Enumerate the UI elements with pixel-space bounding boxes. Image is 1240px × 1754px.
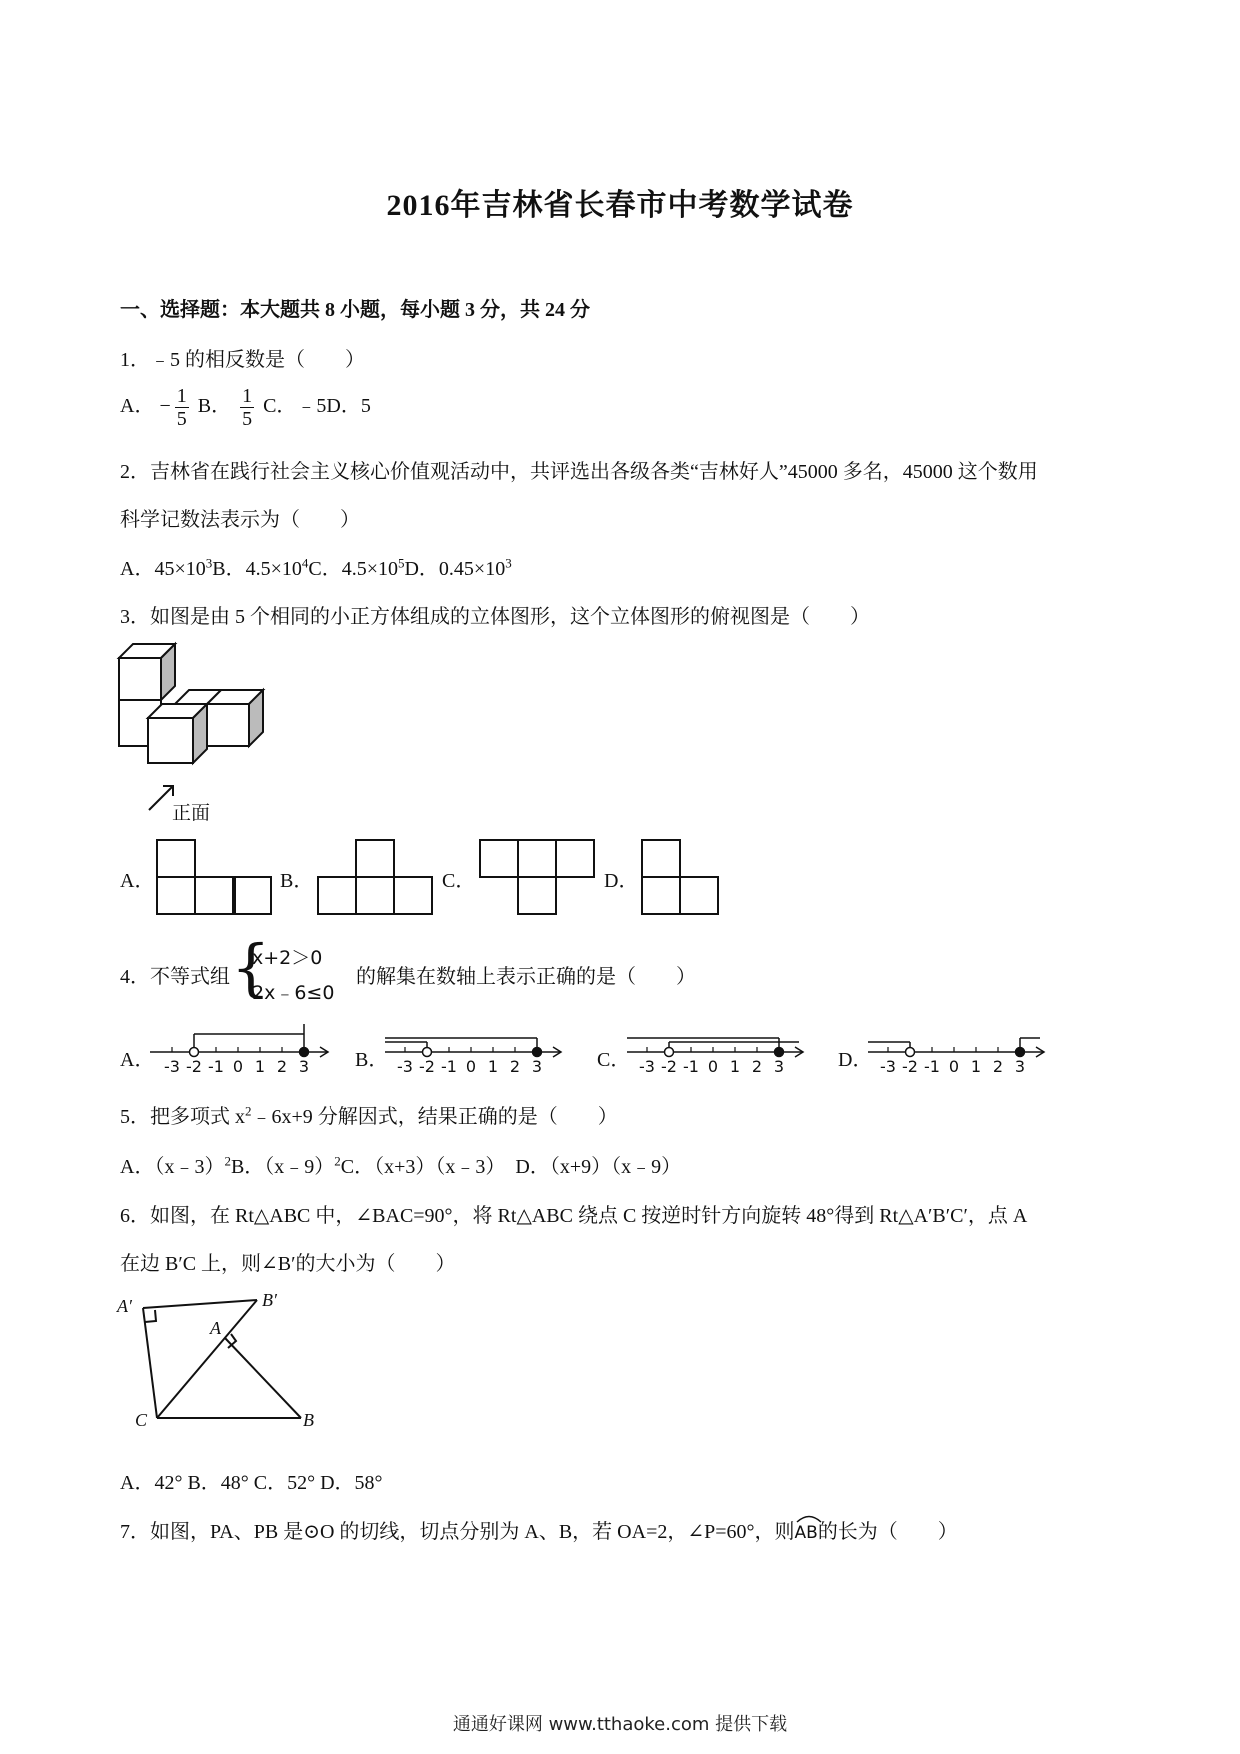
tick-label: -3 (164, 1057, 180, 1076)
tick-label: 1 (487, 1057, 499, 1076)
q1-neg-sign: − (159, 395, 171, 418)
q4-option-c-label: C． (597, 1049, 631, 1071)
page-footer: 通通好课网 www.tthaoke.com 提供下载 (452, 1714, 788, 1735)
q5-stem-exp: 2 (245, 1103, 252, 1119)
q4-number-line-c (627, 1020, 827, 1080)
tick-label: 3 (1014, 1057, 1026, 1076)
q4-option-d-label: D． (838, 1049, 873, 1071)
question-6-line-1: 6．如图，在 Rt△ABC 中，∠BAC=90°，将 Rt△ABC 绕点 C 按逆时针方向旋转 48°得到 Rt△A′B′C′，点 A (120, 1205, 1028, 1227)
tick-label: -2 (186, 1057, 202, 1076)
q1-option-d: D．5 (326, 395, 371, 418)
closed-endpoint (300, 1048, 309, 1057)
arc-ab-text: AB (794, 1523, 818, 1543)
q3-option-c-label: C． (442, 870, 476, 892)
q3-option-b-label: B． (280, 870, 314, 892)
page-title: 2016年吉林省长春市中考数学试卷 (386, 189, 854, 222)
tick-label: 0 (232, 1057, 244, 1076)
q1-fraction-b (240, 385, 254, 430)
q7-stem-part-1: 7．如图，PA、PB 是⊙O 的切线，切点分别为 A、B，若 OA=2，∠P=60°，则 (120, 1521, 795, 1543)
q4-number-line-d (868, 1020, 1068, 1080)
tick-label: -2 (902, 1057, 918, 1076)
inequality-1: x+2＞0 (252, 947, 323, 969)
q1-option-c: C．﹣5 (263, 395, 327, 418)
q4-option-b-label: B． (355, 1049, 389, 1071)
q3-option-a-figure (155, 838, 275, 918)
q2-option-d-exp: 3 (505, 555, 512, 571)
section-heading: 一、选择题：本大题共 8 小题，每小题 3 分，共 24 分 (120, 299, 590, 321)
q1-fraction-a-num: 1 (176, 385, 187, 407)
arc-ab-label (795, 1519, 818, 1543)
q5-option-a: A．（x﹣3） (120, 1156, 225, 1178)
q1-fraction-b-num: 1 (242, 385, 253, 407)
q1-fraction-a-den: 5 (176, 408, 187, 430)
q3-option-d-figure (640, 838, 730, 918)
front-direction-label: 正面 (172, 802, 211, 824)
tick-label: 1 (254, 1057, 266, 1076)
tick-label: -1 (683, 1057, 699, 1076)
q3-option-b-figure (316, 838, 436, 918)
point-a-prime: A′ (117, 1296, 132, 1316)
q4-number-line-b (385, 1020, 585, 1080)
question-3-stem: 3．如图是由 5 个相同的小正方体组成的立体图形，这个立体图形的俯视图是（ ） (120, 606, 870, 628)
tick-label: -1 (441, 1057, 457, 1076)
q5-stem-part-1: 5．把多项式 x (120, 1106, 245, 1128)
closed-endpoint (533, 1048, 542, 1057)
q5-option-b-exp: 2 (334, 1153, 341, 1169)
system-brace: { (231, 931, 271, 1004)
tick-label: 2 (992, 1057, 1004, 1076)
q4-number-line-a (150, 1020, 345, 1080)
point-b: B (303, 1410, 314, 1430)
q5-option-a-exp: 2 (224, 1153, 231, 1169)
q1-option-b-label: B． (197, 395, 232, 418)
q3-option-c-figure (478, 838, 598, 918)
q2-option-c-exp: 5 (397, 555, 405, 571)
question-6-line-2: 在边 B′C 上，则∠B′的大小为（ ） (120, 1253, 456, 1275)
tick-label: 2 (509, 1057, 521, 1076)
tick-label: 3 (298, 1057, 310, 1076)
q5-stem-part-2: ﹣6x+9 分解因式，结果正确的是（ ） (251, 1106, 618, 1128)
point-c: C (135, 1410, 148, 1430)
closed-endpoint (775, 1048, 784, 1057)
q2-option-d: D．0.45×10 (404, 558, 506, 580)
question-5-options (120, 1150, 681, 1179)
question-7-stem (120, 1515, 958, 1544)
tick-label: 3 (773, 1057, 785, 1076)
q7-stem-part-2: 的长为（ ） (817, 1521, 958, 1543)
tick-label: 1 (729, 1057, 741, 1076)
tick-label: -1 (208, 1057, 224, 1076)
q3-option-a-label: A． (120, 870, 155, 892)
tick-label: 3 (531, 1057, 543, 1076)
tick-label: 0 (948, 1057, 960, 1076)
tick-label: -3 (880, 1057, 896, 1076)
inequality-2: 2x﹣6≤0 (252, 982, 335, 1004)
question-4-prefix: 4．不等式组 (120, 966, 230, 988)
q3-option-d-label: D． (604, 870, 639, 892)
tick-label: -1 (924, 1057, 940, 1076)
cube-stack-figure (115, 640, 275, 820)
q1-option-a-label: A． (120, 395, 155, 418)
tick-label: 2 (276, 1057, 288, 1076)
q2-option-c: C．4.5×10 (308, 558, 398, 580)
point-a: A (210, 1318, 221, 1338)
tick-label: 0 (465, 1057, 477, 1076)
open-endpoint (190, 1048, 199, 1057)
open-endpoint (906, 1048, 915, 1057)
q5-option-c: C．（x+3）（x﹣3） (340, 1156, 506, 1178)
q2-option-b-exp: 4 (301, 555, 309, 571)
tick-label: -2 (661, 1057, 677, 1076)
q1-fraction-b-den: 5 (242, 408, 253, 430)
q2-option-a: A．45×10 (120, 558, 206, 580)
q1-fraction-a (175, 385, 189, 430)
question-2-line-1: 2．吉林省在践行社会主义核心价值观活动中，共评选出各级各类“吉林好人”45000 多名，45000 这个数用 (120, 461, 1038, 483)
tick-label: -3 (639, 1057, 655, 1076)
question-1-stem: 1．﹣5 的相反数是（ ） (120, 349, 365, 371)
tick-label: -3 (397, 1057, 413, 1076)
question-2-options (120, 552, 512, 581)
point-b-prime: B′ (262, 1290, 277, 1310)
question-4-suffix: 的解集在数轴上表示正确的是（ ） (356, 966, 696, 988)
q4-option-a-label: A． (120, 1049, 155, 1071)
q2-option-a-exp: 3 (205, 555, 213, 571)
open-endpoint (665, 1048, 674, 1057)
open-endpoint (423, 1048, 432, 1057)
question-5-stem (120, 1100, 618, 1129)
tick-label: 0 (707, 1057, 719, 1076)
q5-option-d: D．（x+9）（x﹣9） (515, 1156, 682, 1178)
tick-label: 2 (751, 1057, 763, 1076)
q2-option-b: B．4.5×10 (212, 558, 302, 580)
tick-label: -2 (419, 1057, 435, 1076)
question-6-options: A．42° B．48° C．52° D．58° (120, 1472, 383, 1494)
q5-option-b: B．（x﹣9） (230, 1156, 335, 1178)
question-2-line-2: 科学记数法表示为（ ） (120, 509, 360, 531)
question-1-options (120, 385, 371, 430)
closed-endpoint (1016, 1048, 1025, 1057)
tick-label: 1 (970, 1057, 982, 1076)
